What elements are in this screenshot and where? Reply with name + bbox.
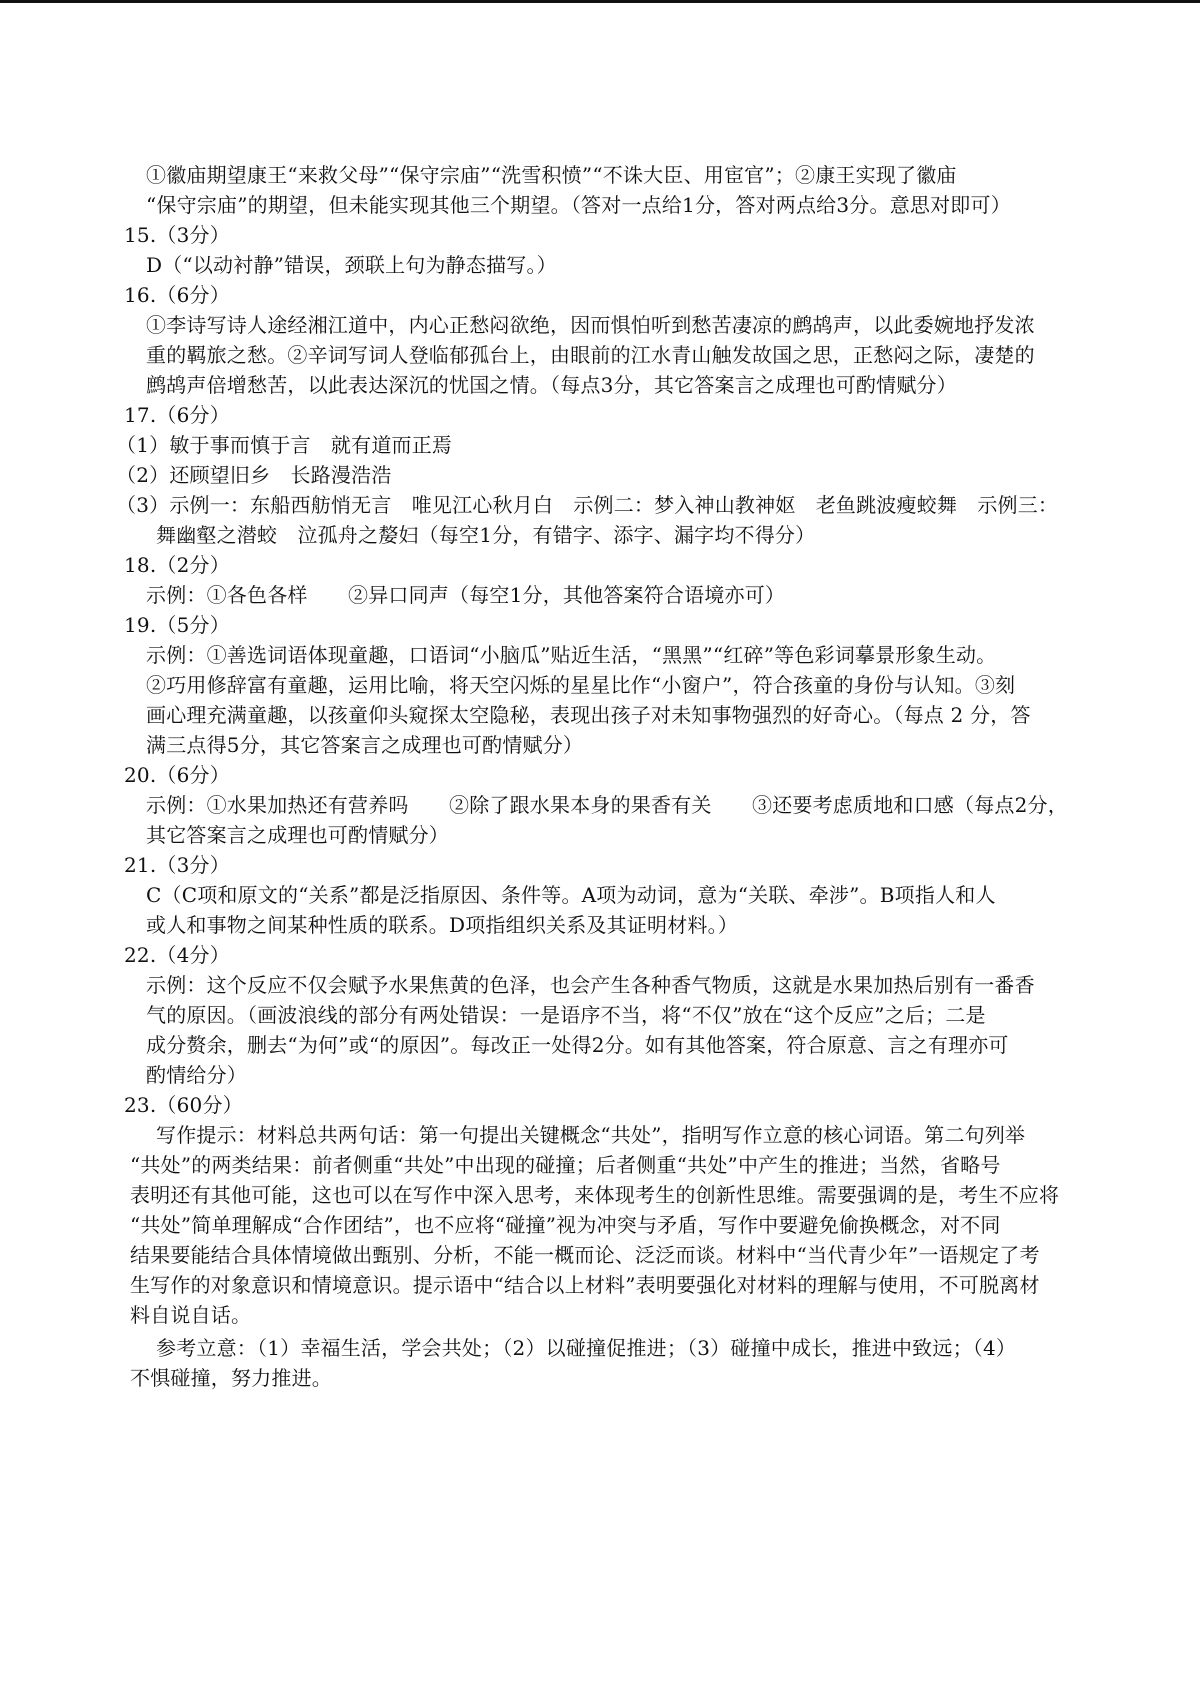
answer-line: （1）敏于事而慎于言 就有道而正焉	[116, 433, 453, 457]
question-heading: 21.（3分）	[124, 853, 230, 877]
question-heading: 19.（5分）	[124, 613, 230, 637]
answer-line: 结果要能结合具体情境做出甄别、分析，不能一概而论、泛泛而谈。材料中“当代青少年”一语规定了考	[130, 1243, 1040, 1267]
question-heading: 16.（6分）	[124, 283, 230, 307]
answer-line: ②巧用修辞富有童趣，运用比喻，将天空闪烁的星星比作“小窗户”，符合孩童的身份与认知。③刻	[146, 673, 1016, 697]
answer-line: 写作提示：材料总共两句话：第一句提出关键概念“共处”，指明写作立意的核心词语。第二句列举	[156, 1123, 1026, 1147]
answer-key-page	[116, 160, 1090, 1393]
answer-line: C（C项和原文的“关系”都是泛指原因、条件等。A项为动词，意为“关联、牵涉”。B项指人和人	[146, 883, 996, 907]
question-heading: 15.（3分）	[124, 223, 230, 247]
answer-line: ①徽庙期望康王“来救父母”“保守宗庙”“洗雪积愤”“不诛大臣、用宦官”；②康王实现了徽庙	[146, 163, 957, 187]
answer-line: “保守宗庙”的期望，但未能实现其他三个期望。（答对一点给1分，答对两点给3分。意思对即可）	[146, 193, 1011, 217]
answer-line: 重的羁旅之愁。②辛词写词人登临郁孤台上，由眼前的江水青山触发故国之思，正愁闷之际，凄楚的	[146, 343, 1035, 367]
answer-line: 满三点得5分，其它答案言之成理也可酌情赋分）	[146, 733, 584, 757]
answer-line: 气的原因。（画波浪线的部分有两处错误：一是语序不当，将“不仅”放在“这个反应”之后；二是	[146, 1003, 986, 1027]
answer-line: 其它答案言之成理也可酌情赋分）	[146, 823, 449, 847]
answer-line: （2）还顾望旧乡 长路漫浩浩	[116, 463, 392, 487]
answer-line: D（“以动衬静”错误，颈联上句为静态描写。）	[146, 253, 557, 277]
question-heading: 18.（2分）	[124, 553, 230, 577]
answer-line: 成分赘余，删去“为何”或“的原因”。每改正一处得2分。如有其他答案，符合原意、言之有理亦可	[146, 1033, 1009, 1057]
answer-line: 或人和事物之间某种性质的联系。D项指组织关系及其证明材料。）	[146, 913, 739, 937]
answer-line: 画心理充满童趣，以孩童仰头窥探太空隐秘，表现出孩子对未知事物强烈的好奇心。（每点 2 分，答	[146, 703, 1031, 727]
answer-line: 料自说自话。	[130, 1303, 252, 1327]
answer-line: 舞幽壑之潜蛟 泣孤舟之嫠妇（每空1分，有错字、添字、漏字均不得分）	[156, 523, 816, 547]
question-heading: 22.（4分）	[124, 943, 230, 967]
answer-line: 生写作的对象意识和情境意识。提示语中“结合以上材料”表明要强化对材料的理解与使用，不可脱离材	[130, 1273, 1040, 1297]
answer-line: 酌情给分）	[146, 1063, 247, 1087]
answer-line: ①李诗写诗人途经湘江道中，内心正愁闷欲绝，因而惧怕听到愁苦凄凉的鹧鸪声，以此委婉地抒发浓	[146, 313, 1035, 337]
question-heading: 23.（60分）	[124, 1093, 243, 1117]
question-heading: 17.（6分）	[124, 403, 230, 427]
answer-line: 示例：①各色各样 ②异口同声（每空1分，其他答案符合语境亦可）	[146, 583, 786, 607]
answer-line: 不惧碰撞，努力推进。	[130, 1366, 332, 1390]
answer-line: 示例：这个反应不仅会赋予水果焦黄的色泽，也会产生各种香气物质，这就是水果加热后别有一番香	[146, 973, 1035, 997]
top-border-rule	[0, 0, 1200, 3]
answer-line: 鹧鸪声倍增愁苦，以此表达深沉的忧国之情。（每点3分，其它答案言之成理也可酌情赋分）	[146, 373, 957, 397]
answer-line: “共处”简单理解成“合作团结”，也不应将“碰撞”视为冲突与矛盾，写作中要避免偷换概念，对不同	[130, 1213, 1001, 1237]
answer-line: 示例：①水果加热还有营养吗 ②除了跟水果本身的果香有关 ③还要考虑质地和口感（每点2分，	[146, 793, 1068, 817]
answer-line: （3）示例一：东船西舫悄无言 唯见江心秋月白 示例二：梦入神山教神妪 老鱼跳波瘦蛟舞 示例三：	[116, 493, 1059, 517]
answer-line: 表明还有其他可能，这也可以在写作中深入思考，来体现考生的创新性思维。需要强调的是，考生不应将	[130, 1183, 1060, 1207]
answer-line: “共处”的两类结果：前者侧重“共处”中出现的碰撞；后者侧重“共处”中产生的推进；当然，省略号	[130, 1153, 1001, 1177]
answer-line: 示例：①善选词语体现童趣，口语词“小脑瓜”贴近生活，“黑黑”“红碎”等色彩词摹景形象生动。	[146, 643, 997, 667]
answer-line: 参考立意：（1）幸福生活，学会共处；（2）以碰撞促推进；（3）碰撞中成长，推进中致远；（4）	[156, 1336, 1017, 1360]
question-heading: 20.（6分）	[124, 763, 230, 787]
